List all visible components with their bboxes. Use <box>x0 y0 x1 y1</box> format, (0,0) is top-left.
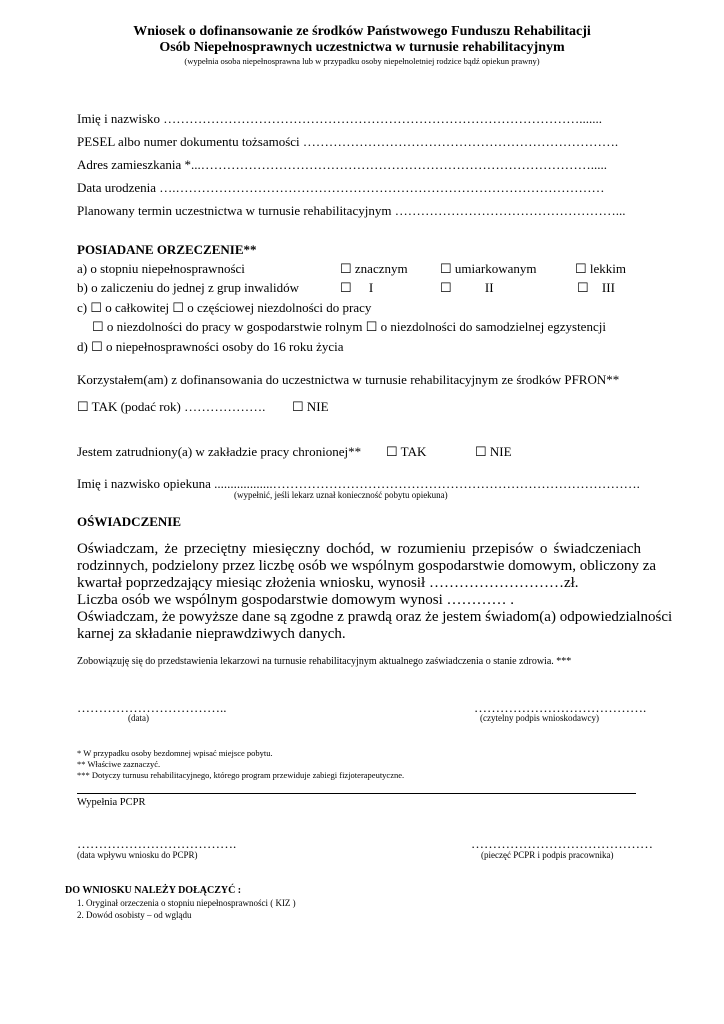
row-b-label: b) o zaliczeniu do jednej z grup inwalidów <box>77 280 300 295</box>
oswiadczenie-heading: OŚWIADCZENIE <box>77 514 182 529</box>
field-address[interactable]: Adres zamieszkania *...………………………………………………………………………………..... <box>77 157 608 172</box>
row-c1[interactable]: c) ☐ o całkowitej ☐ o częściowej niezdolności do pracy <box>77 300 372 315</box>
option-umiarkowanym[interactable]: ☐ umiarkowanym <box>440 261 537 276</box>
pfron-question: Korzystałem(am) z dofinansowania do uczestnictwa w turnusie rehabilitacyjnym ze środków PFRON** <box>77 372 620 387</box>
oswiadczenie-line-4: Liczba osób we wspólnym gospodarstwie domowym wynosi ………… . <box>77 592 515 608</box>
date-label: (data) <box>128 713 149 723</box>
row-c2[interactable]: ☐ o niezdolności do pracy w gospodarstwie rolnym ☐ o niezdolności do samodzielnej egzystencji <box>92 319 606 334</box>
zatrudniony-tak-checkbox[interactable]: ☐ TAK <box>386 444 427 459</box>
signature-label: (czytelny podpis wnioskodawcy) <box>480 713 599 723</box>
pcpr-stamp-label: (pieczęć PCPR i podpis pracownika) <box>481 850 614 860</box>
pcpr-date-dots[interactable]: ………………………………. <box>77 836 237 851</box>
oswiadczenie-line-1: Oświadczam, że przeciętny miesięczny dochód, w rozumieniu przepisów o świadczeniach <box>77 541 641 557</box>
oswiadczenie-line-6: karnej za składanie nieprawdziwych danych. <box>77 626 346 642</box>
row-a-label: a) o stopniu niepełnosprawności <box>77 261 245 276</box>
attachment-item-2: 2. Dowód osobisty – od wglądu <box>77 910 192 920</box>
document-title-line2: Osób Niepełnosprawnych uczestnictwa w turnusie rehabilitacyjnym <box>159 40 565 55</box>
field-planned-term[interactable]: Planowany termin uczestnictwa w turnusie rehabilitacyjnym ……………………………………………... <box>77 203 626 218</box>
orzeczenie-heading: POSIADANE ORZECZENIE** <box>77 242 257 257</box>
document-subtitle: (wypełnia osoba niepełnosprawna lub w przypadku osoby niepełnoletniej rodzice bądź opiekun prawny) <box>184 56 540 66</box>
zatrudniony-nie-checkbox[interactable]: ☐ NIE <box>475 444 512 459</box>
signature-dots[interactable]: …………………………………. <box>474 700 647 715</box>
footnote-2: ** Właściwe zaznaczyć. <box>77 759 161 769</box>
option-grupa-iii[interactable]: ☐ III <box>577 280 615 295</box>
date-dots[interactable]: …………………………….. <box>77 700 227 715</box>
attachments-heading: DO WNIOSKU NALEŻY DOŁĄCZYĆ : <box>65 885 242 896</box>
pcpr-date-label: (data wpływu wniosku do PCPR) <box>77 850 198 860</box>
opiekun-note: (wypełnić, jeśli lekarz uznał konieczność pobytu opiekuna) <box>234 490 448 500</box>
option-grupa-i[interactable]: ☐ I <box>340 280 374 295</box>
footnote-1: * W przypadku osoby bezdomnej wpisać miejsce pobytu. <box>77 748 273 758</box>
field-birth-date[interactable]: Data urodzenia ….……………………………………………………………………………………… <box>77 180 605 195</box>
document-title-line1: Wniosek o dofinansowanie ze środków Państwowego Funduszu Rehabilitacji <box>133 24 591 39</box>
row-d[interactable]: d) ☐ o niepełnosprawności osoby do 16 roku życia <box>77 339 344 354</box>
option-znacznym[interactable]: ☐ znacznym <box>340 261 408 276</box>
pfron-nie-checkbox[interactable]: ☐ NIE <box>292 399 329 414</box>
footnote-3: *** Dotyczy turnusu rehabilitacyjnego, którego program przewiduje zabiegi fizjoterapeutyczne. <box>77 770 405 780</box>
zobowiazanie-text: Zobowiązuję się do przedstawienia lekarzowi na turnusie rehabilitacyjnym aktualnego zaświadczenia o stanie zdrowia. *** <box>77 656 572 667</box>
option-grupa-ii[interactable]: ☐ II <box>440 280 494 295</box>
attachment-item-1: 1. Oryginał orzeczenia o stopniu niepełnosprawności ( KIZ ) <box>77 898 296 908</box>
field-pesel[interactable]: PESEL albo numer dokumentu tożsamości ………………………………………………………………. <box>77 134 619 149</box>
option-lekkim[interactable]: ☐ lekkim <box>575 261 627 276</box>
pcpr-label: Wypełnia PCPR <box>77 797 146 808</box>
divider <box>77 793 636 794</box>
zatrudniony-question: Jestem zatrudniony(a) w zakładzie pracy chronionej** <box>77 444 362 459</box>
pfron-tak-checkbox[interactable]: ☐ TAK (podać rok) ………………. <box>77 399 266 414</box>
oswiadczenie-line-2: rodzinnych, podzielony przez liczbę osób we wspólnym gospodarstwie domowym, obliczony za <box>77 558 657 574</box>
oswiadczenie-line-3: kwartał poprzedzający miesiąc złożenia wniosku, wynosił ………………………zł. <box>77 575 579 591</box>
pcpr-stamp-dots[interactable]: …………………………………… <box>471 836 653 851</box>
field-opiekun[interactable]: Imię i nazwisko opiekuna ..................…………………………………………………………………………. <box>77 476 640 491</box>
field-name[interactable]: Imię i nazwisko ……………………………………………………………………………………....... <box>77 111 603 126</box>
oswiadczenie-line-5: Oświadczam, że powyższe dane są zgodne z prawdą oraz że jestem świadom(a) odpowiedzialności <box>77 609 673 625</box>
